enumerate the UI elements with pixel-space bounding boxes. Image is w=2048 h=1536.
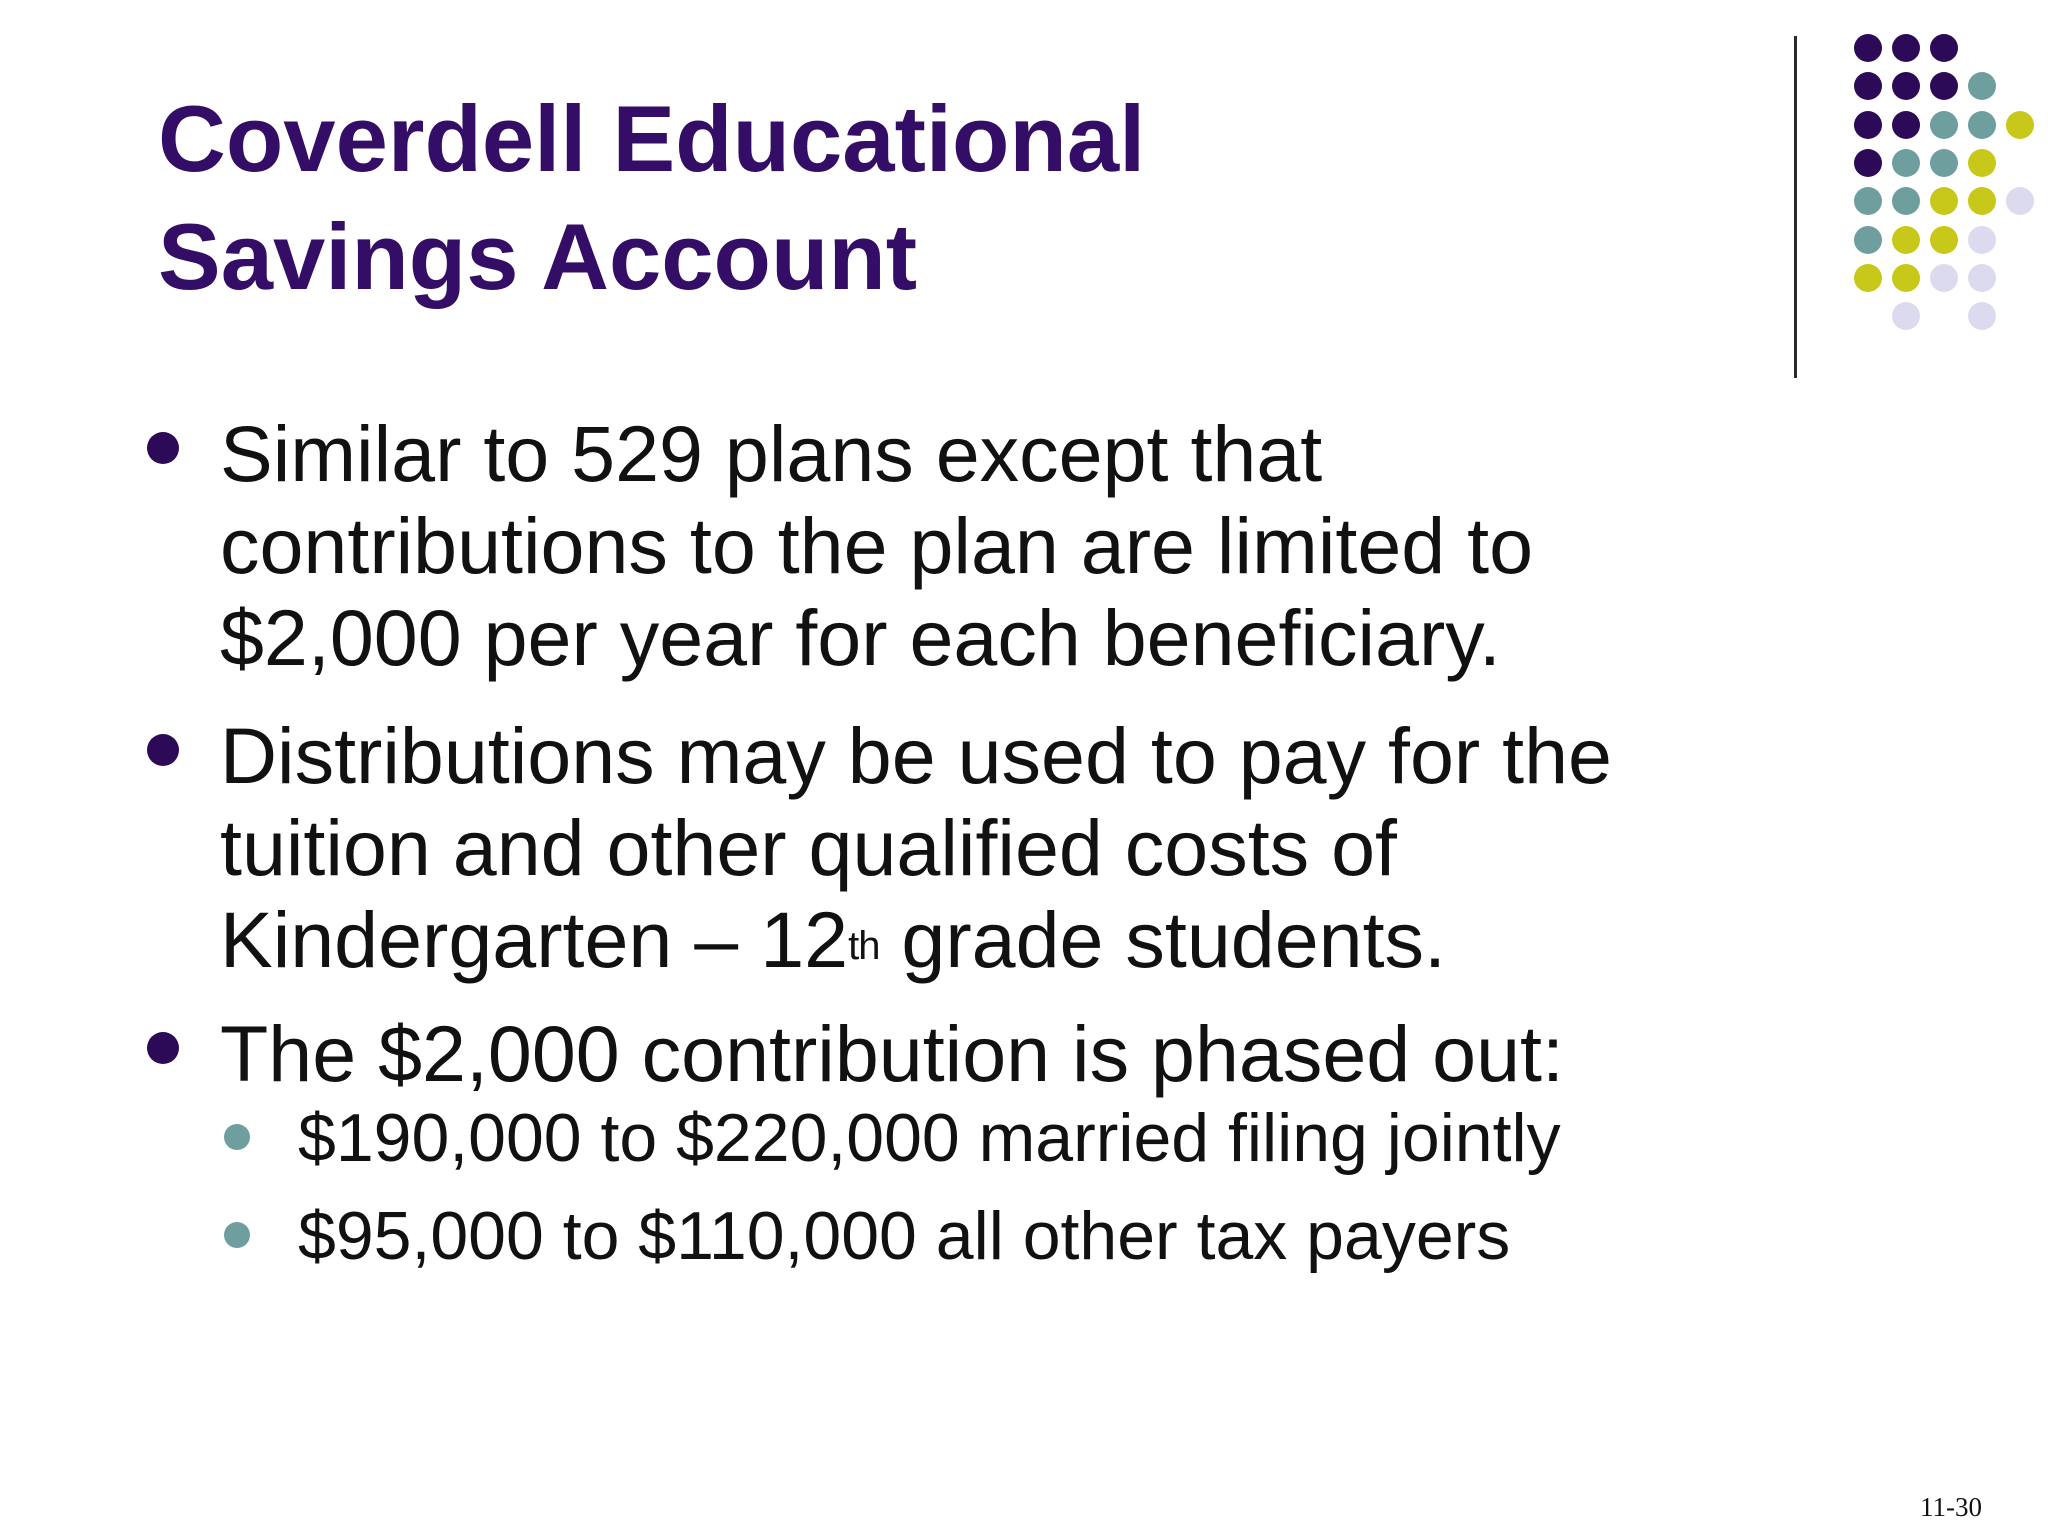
sub-bullet-marker-2 (224, 1222, 250, 1248)
bullet-1 (220, 408, 1780, 684)
bullet-1-line-3: $2,000 per year for each beneficiary. (220, 593, 1501, 682)
slide-title-line-1: Coverdell Educational (158, 86, 1146, 191)
bullet-3 (220, 1008, 1780, 1100)
bullet-1-line-2: contributions to the plan are limited to (220, 501, 1534, 590)
bullet-1-line-1: Similar to 529 plans except that (220, 409, 1323, 498)
slide-title-line-2: Savings Account (158, 204, 918, 309)
page-number: 11-30 (1920, 1492, 1982, 1522)
bullet-marker-2 (147, 734, 179, 766)
bullet-2-line-3 (220, 894, 1780, 986)
bullet-marker-3 (147, 1032, 179, 1064)
bullet-2-line-3-after: grade students. (879, 895, 1446, 984)
sub-bullet-2: $95,000 to $110,000 all other tax payers (298, 1198, 1511, 1274)
ordinal-suffix: th (848, 924, 880, 968)
bullet-2-line-2: tuition and other qualified costs of (220, 803, 1397, 892)
bullet-marker-1 (147, 432, 179, 464)
sub-bullet-marker-1 (224, 1124, 250, 1150)
bullet-2-line-1: Distributions may be used to pay for the (220, 711, 1612, 800)
bullet-2-line-3-before: Kindergarten – 12 (220, 895, 849, 984)
sub-bullet-1: $190,000 to $220,000 married filing jointly (298, 1100, 1561, 1176)
bullet-2 (220, 710, 1780, 986)
bullet-3-line-1: The $2,000 contribution is phased out: (220, 1009, 1564, 1098)
